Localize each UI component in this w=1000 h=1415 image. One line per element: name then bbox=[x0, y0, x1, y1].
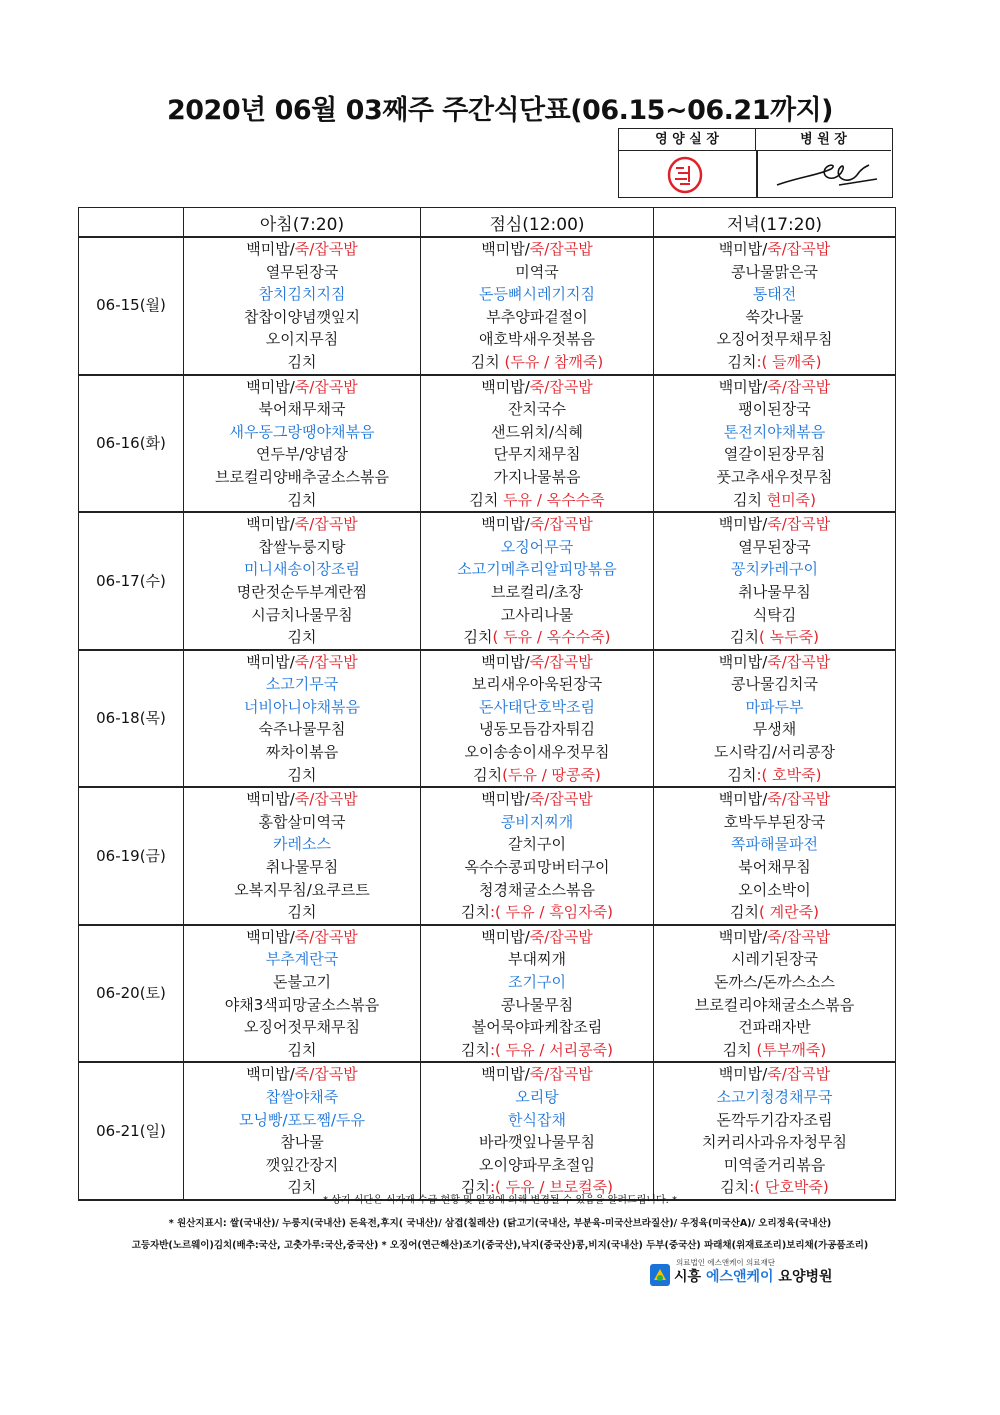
menu-cell: 건파래자반 bbox=[654, 1016, 896, 1039]
menu-cell: 숙주나물무침 bbox=[184, 718, 421, 741]
logo-brand: 에스앤케이 bbox=[705, 1269, 774, 1285]
table-row bbox=[79, 764, 896, 788]
rice-base: 백미밥/ bbox=[246, 515, 295, 534]
table-row bbox=[79, 971, 896, 994]
menu-cell: 미역줄거리볶음 bbox=[654, 1154, 896, 1177]
rice-base: 백미밥/ bbox=[481, 790, 530, 809]
menu-cell-rice bbox=[654, 1062, 896, 1086]
table-row bbox=[79, 741, 896, 764]
kimchi-label: 김치 bbox=[463, 628, 493, 647]
menu-cell: 오복지무침/요쿠르트 bbox=[184, 879, 421, 902]
kimchi-label: 김치 bbox=[730, 903, 760, 922]
hospital-logo-icon bbox=[650, 1264, 670, 1286]
corner-cell bbox=[79, 208, 184, 238]
menu-cell-rice bbox=[184, 925, 421, 949]
director-signature bbox=[769, 155, 884, 195]
table-row bbox=[79, 1016, 896, 1039]
nutritionist-stamp bbox=[667, 156, 703, 194]
table-row bbox=[79, 536, 896, 559]
table-row bbox=[79, 925, 896, 949]
menu-cell: 찹쌀누룽지탕 bbox=[184, 536, 421, 559]
menu-cell: 옥수수콩피망버터구이 bbox=[421, 856, 654, 879]
column-lunch: 점심(12:00) bbox=[421, 208, 654, 238]
rice-porridge: 죽/잡곡밥 bbox=[767, 927, 831, 946]
rice-base: 백미밥/ bbox=[246, 240, 295, 258]
menu-cell-kimchi-snack bbox=[421, 489, 654, 513]
rice-porridge: 죽/잡곡밥 bbox=[294, 652, 358, 671]
column-breakfast: 아침(7:20) bbox=[184, 208, 421, 238]
menu-cell: 오이송송이새우젓무침 bbox=[421, 741, 654, 764]
menu-cell: 찹쌀야채죽 bbox=[184, 1086, 421, 1109]
menu-cell: 오징어젓무채무침 bbox=[654, 328, 896, 351]
menu-cell: 식탁김 bbox=[654, 604, 896, 627]
menu-cell: 김치 bbox=[184, 1176, 421, 1200]
table-row bbox=[79, 696, 896, 719]
page-title: 2020년 06월 03째주 주간식단표(06.15~06.21까지) bbox=[166, 95, 833, 126]
menu-cell: 홍합살미역국 bbox=[184, 811, 421, 834]
snack-porridge: 두유 / 옥수수죽 bbox=[503, 490, 605, 509]
rice-base: 백미밥/ bbox=[246, 790, 295, 809]
menu-cell-rice bbox=[654, 925, 896, 949]
kimchi-label: 김치 bbox=[732, 490, 767, 509]
table-row bbox=[79, 948, 896, 971]
menu-cell: 열무된장국 bbox=[654, 536, 896, 559]
rice-porridge: 죽/잡곡밥 bbox=[529, 377, 593, 396]
rice-porridge: 죽/잡곡밥 bbox=[529, 1065, 593, 1084]
menu-cell: 단무지채무침 bbox=[421, 443, 654, 466]
rice-base: 백미밥/ bbox=[718, 1065, 768, 1084]
table-row bbox=[79, 787, 896, 811]
rice-base: 백미밥/ bbox=[481, 515, 530, 534]
table-row bbox=[79, 328, 896, 351]
rice-base: 백미밥/ bbox=[246, 652, 295, 671]
rice-base: 백미밥/ bbox=[246, 927, 295, 946]
kimchi-label: 김치 bbox=[727, 765, 757, 784]
menu-cell: 모닝빵/포도쨈/두유 bbox=[184, 1109, 421, 1132]
approval-divider bbox=[756, 151, 758, 197]
rice-base: 백미밥/ bbox=[718, 790, 768, 809]
logo-name bbox=[674, 1266, 833, 1286]
menu-cell: 김치 bbox=[184, 764, 421, 788]
rice-porridge: 죽/잡곡밥 bbox=[767, 240, 831, 258]
menu-cell: 돈등뼈시레기지짐 bbox=[421, 283, 654, 306]
table-row bbox=[79, 1086, 896, 1109]
snack-porridge: :( 두유 / 흑임자죽) bbox=[489, 903, 614, 922]
menu-cell: 잔치국수 bbox=[421, 398, 654, 421]
origin-line-1: * 원산지표시: 쌀(국내산)/ 누룽지(국내산) 돈육전,후지( 국내산)/ 삼겹(칠레산) (닭고기(국내산, 부분육-미국산브라질산)/ 우정육(미국산A)/ 오리정육(국내산) bbox=[168, 1218, 832, 1229]
table-row bbox=[79, 901, 896, 925]
menu-cell: 꽁치카레구이 bbox=[654, 558, 896, 581]
snack-porridge: ( 두유 / 옥수수죽) bbox=[492, 628, 611, 647]
menu-cell: 김치 bbox=[184, 489, 421, 513]
origin-line-2: 고등자반(노르웨이)김치(배추:국산, 고춧가루:국산,중국산) * 오징어(연근해산)조기(중국산),낙지(중국산)콩,비지(국내산) 두부(중국산) 파래채(위재료조리)보리채(가공품조리) bbox=[131, 1240, 869, 1251]
menu-cell: 콩나물맑은국 bbox=[654, 261, 896, 284]
menu-cell-kimchi-snack bbox=[654, 1039, 896, 1063]
menu-cell: 쪽파해물파전 bbox=[654, 833, 896, 856]
snack-porridge: :( 들깨죽) bbox=[756, 352, 822, 371]
menu-cell: 김치 bbox=[184, 1039, 421, 1063]
menu-cell: 취나물무침 bbox=[184, 856, 421, 879]
menu-cell-kimchi-snack bbox=[654, 626, 896, 650]
hospital-logo bbox=[650, 1257, 833, 1287]
rice-porridge: 죽/잡곡밥 bbox=[529, 515, 593, 534]
menu-cell-rice bbox=[654, 375, 896, 399]
snack-porridge: (두유 / 땅콩죽) bbox=[502, 765, 601, 784]
table-row bbox=[79, 673, 896, 696]
change-notice: * 상기 식단은 식자재 수급 현황 및 일정에 의해 변경될 수 있음을 알려드립니다. * bbox=[323, 1195, 677, 1206]
day-label: 06-19(금) bbox=[79, 787, 184, 925]
menu-cell-rice bbox=[421, 925, 654, 949]
menu-cell: 카레소스 bbox=[184, 833, 421, 856]
menu-cell: 오리탕 bbox=[421, 1086, 654, 1109]
menu-cell: 미니새송이장조림 bbox=[184, 558, 421, 581]
rice-base: 백미밥/ bbox=[481, 1065, 530, 1084]
menu-cell: 시레기된장국 bbox=[654, 948, 896, 971]
menu-cell: 미역국 bbox=[421, 261, 654, 284]
menu-cell: 볼어묵야파케찹조림 bbox=[421, 1016, 654, 1039]
menu-cell: 보리새우아욱된장국 bbox=[421, 673, 654, 696]
menu-cell-rice bbox=[184, 375, 421, 399]
menu-cell-kimchi-snack bbox=[654, 351, 896, 375]
menu-cell: 고사리나물 bbox=[421, 604, 654, 627]
rice-porridge: 죽/잡곡밥 bbox=[529, 240, 593, 258]
menu-cell: 찹찹이양념깻잎지 bbox=[184, 306, 421, 329]
day-label: 06-21(일) bbox=[79, 1062, 184, 1200]
rice-base: 백미밥/ bbox=[718, 515, 768, 534]
menu-cell: 콩나물김치국 bbox=[654, 673, 896, 696]
menu-cell: 콩비지찌개 bbox=[421, 811, 654, 834]
menu-cell: 깻잎간장지 bbox=[184, 1154, 421, 1177]
table-row bbox=[79, 306, 896, 329]
menu-cell: 짜차이볶음 bbox=[184, 741, 421, 764]
logo-city: 시흥 bbox=[674, 1269, 706, 1285]
approval-box bbox=[618, 128, 893, 198]
menu-cell: 부추계란국 bbox=[184, 948, 421, 971]
menu-cell-rice bbox=[421, 1062, 654, 1086]
rice-porridge: 죽/잡곡밥 bbox=[767, 790, 831, 809]
rice-porridge: 죽/잡곡밥 bbox=[767, 652, 831, 671]
menu-cell-kimchi-snack bbox=[421, 351, 654, 375]
menu-cell: 호박두부된장국 bbox=[654, 811, 896, 834]
kimchi-label: 김치 bbox=[460, 1178, 490, 1197]
rice-base: 백미밥/ bbox=[246, 377, 295, 396]
table-row bbox=[79, 811, 896, 834]
menu-cell: 김치 bbox=[184, 901, 421, 925]
menu-table bbox=[78, 207, 896, 1201]
logo-foundation: 의료법인 에스앤케이 의료재단 bbox=[676, 1258, 775, 1267]
menu-cell: 김치 bbox=[184, 626, 421, 650]
menu-cell: 소고기청경채무국 bbox=[654, 1086, 896, 1109]
kimchi-label: 김치 bbox=[470, 352, 505, 371]
logo-suffix: 요양병원 bbox=[773, 1269, 833, 1285]
table-row bbox=[79, 489, 896, 513]
column-dinner: 저녁(17:20) bbox=[654, 208, 896, 238]
menu-cell: 브로컬리양배추굴소스볶음 bbox=[184, 466, 421, 489]
snack-porridge: :( 단호박죽) bbox=[749, 1178, 829, 1197]
menu-cell-rice bbox=[654, 787, 896, 811]
table-row bbox=[79, 1154, 896, 1177]
approval-nutrition-head: 영 양 실 장 bbox=[619, 129, 756, 151]
menu-cell: 무생채 bbox=[654, 718, 896, 741]
kimchi-label: 김치 bbox=[730, 628, 760, 647]
day-label: 06-16(화) bbox=[79, 375, 184, 513]
kimchi-label: 김치 bbox=[722, 1040, 757, 1059]
menu-cell: 돈깍두기감자조림 bbox=[654, 1109, 896, 1132]
menu-cell: 브로컬리/초장 bbox=[421, 581, 654, 604]
table-row bbox=[79, 421, 896, 444]
table-row bbox=[79, 994, 896, 1017]
rice-base: 백미밥/ bbox=[481, 927, 530, 946]
menu-cell: 오징어무국 bbox=[421, 536, 654, 559]
menu-cell: 야채3색피망굴소스볶음 bbox=[184, 994, 421, 1017]
menu-cell: 바라깻잎나물무침 bbox=[421, 1131, 654, 1154]
rice-porridge: 죽/잡곡밥 bbox=[294, 790, 358, 809]
menu-cell: 오이소박이 bbox=[654, 879, 896, 902]
rice-porridge: 죽/잡곡밥 bbox=[529, 652, 593, 671]
menu-cell: 콩나물무침 bbox=[421, 994, 654, 1017]
snack-porridge: :( 두유 / 서리콩죽) bbox=[489, 1040, 614, 1059]
rice-porridge: 죽/잡곡밥 bbox=[529, 927, 593, 946]
day-label: 06-17(수) bbox=[79, 512, 184, 650]
menu-cell-rice bbox=[654, 512, 896, 536]
table-row bbox=[79, 833, 896, 856]
menu-cell: 열무된장국 bbox=[184, 261, 421, 284]
table-row bbox=[79, 879, 896, 902]
menu-cell: 풋고추새우젓무침 bbox=[654, 466, 896, 489]
snack-porridge: 현미죽) bbox=[766, 490, 817, 509]
menu-cell: 시금치나물무침 bbox=[184, 604, 421, 627]
rice-porridge: 죽/잡곡밥 bbox=[767, 377, 831, 396]
menu-cell-rice bbox=[184, 1062, 421, 1086]
menu-cell: 오징어젓무채무침 bbox=[184, 1016, 421, 1039]
rice-base: 백미밥/ bbox=[718, 927, 768, 946]
menu-cell-rice bbox=[184, 650, 421, 674]
rice-porridge: 죽/잡곡밥 bbox=[294, 240, 358, 258]
table-row bbox=[79, 283, 896, 306]
table-row bbox=[79, 443, 896, 466]
table-row bbox=[79, 398, 896, 421]
rice-porridge: 죽/잡곡밥 bbox=[767, 1065, 831, 1084]
rice-base: 백미밥/ bbox=[481, 377, 530, 396]
menu-cell-rice bbox=[421, 375, 654, 399]
table-row bbox=[79, 261, 896, 284]
approval-director: 병 원 장 bbox=[756, 129, 891, 151]
menu-cell: 청경채굴소스볶음 bbox=[421, 879, 654, 902]
kimchi-label: 김치 bbox=[460, 903, 490, 922]
menu-cell: 소고기메추리알피망볶음 bbox=[421, 558, 654, 581]
menu-cell: 톤전지야채볶음 bbox=[654, 421, 896, 444]
table-row bbox=[79, 718, 896, 741]
menu-cell: 부추양파겉절이 bbox=[421, 306, 654, 329]
kimchi-label: 김치 bbox=[727, 352, 757, 371]
menu-cell-rice bbox=[421, 237, 654, 261]
table-row bbox=[79, 558, 896, 581]
snack-porridge: (투부깨죽) bbox=[756, 1040, 827, 1059]
rice-porridge: 죽/잡곡밥 bbox=[529, 790, 593, 809]
menu-cell: 애호박새우젓볶음 bbox=[421, 328, 654, 351]
table-row bbox=[79, 581, 896, 604]
table-row bbox=[79, 512, 896, 536]
kimchi-label: 김치 bbox=[460, 1040, 490, 1059]
menu-cell: 갈치구이 bbox=[421, 833, 654, 856]
menu-cell-rice bbox=[184, 787, 421, 811]
menu-cell-kimchi-snack bbox=[421, 901, 654, 925]
menu-cell: 가지나물볶음 bbox=[421, 466, 654, 489]
menu-cell: 새우동그랑땡야채볶음 bbox=[184, 421, 421, 444]
menu-cell-rice bbox=[421, 787, 654, 811]
table-row bbox=[79, 1039, 896, 1063]
menu-cell: 명란젓순두부계란찜 bbox=[184, 581, 421, 604]
day-label: 06-20(토) bbox=[79, 925, 184, 1063]
menu-cell: 도시락김/서리콩장 bbox=[654, 741, 896, 764]
menu-cell: 연두부/양념장 bbox=[184, 443, 421, 466]
table-row bbox=[79, 1109, 896, 1132]
table-row bbox=[79, 856, 896, 879]
menu-cell: 마파두부 bbox=[654, 696, 896, 719]
rice-base: 백미밥/ bbox=[481, 652, 530, 671]
menu-cell: 치커리사과유자청무침 bbox=[654, 1131, 896, 1154]
rice-porridge: 죽/잡곡밥 bbox=[294, 1065, 358, 1084]
menu-cell: 오이양파무초절임 bbox=[421, 1154, 654, 1177]
menu-cell: 참나물 bbox=[184, 1131, 421, 1154]
snack-porridge: (두유 / 참깨죽) bbox=[504, 352, 604, 371]
table-row bbox=[79, 1062, 896, 1086]
menu-cell: 돈불고기 bbox=[184, 971, 421, 994]
menu-cell: 소고기무국 bbox=[184, 673, 421, 696]
rice-porridge: 죽/잡곡밥 bbox=[294, 927, 358, 946]
rice-base: 백미밥/ bbox=[718, 377, 768, 396]
menu-cell: 돈사태단호박조림 bbox=[421, 696, 654, 719]
table-row bbox=[79, 626, 896, 650]
menu-cell-kimchi-snack bbox=[421, 764, 654, 788]
menu-cell: 한식잡채 bbox=[421, 1109, 654, 1132]
menu-cell-kimchi-snack bbox=[654, 901, 896, 925]
table-row bbox=[79, 1131, 896, 1154]
rice-base: 백미밥/ bbox=[481, 240, 530, 258]
menu-cell: 너비아니야채볶음 bbox=[184, 696, 421, 719]
table-row bbox=[79, 237, 896, 261]
menu-cell: 부대찌개 bbox=[421, 948, 654, 971]
menu-cell: 북어채무채국 bbox=[184, 398, 421, 421]
menu-cell-rice bbox=[421, 512, 654, 536]
snack-porridge: ( 녹두죽) bbox=[759, 628, 819, 647]
menu-cell: 통태전 bbox=[654, 283, 896, 306]
table-row bbox=[79, 375, 896, 399]
menu-cell: 쑥갓나물 bbox=[654, 306, 896, 329]
menu-cell-kimchi-snack bbox=[654, 764, 896, 788]
menu-cell: 북어채무침 bbox=[654, 856, 896, 879]
menu-cell-rice bbox=[184, 512, 421, 536]
rice-base: 백미밥/ bbox=[718, 652, 768, 671]
table-row bbox=[79, 466, 896, 489]
menu-cell: 조기구이 bbox=[421, 971, 654, 994]
rice-base: 백미밥/ bbox=[246, 1065, 295, 1084]
menu-cell: 샌드위치/식혜 bbox=[421, 421, 654, 444]
menu-cell: 냉동모듬감자튀김 bbox=[421, 718, 654, 741]
menu-cell-kimchi-snack bbox=[654, 489, 896, 513]
menu-cell: 브로컬리야채굴소스볶음 bbox=[654, 994, 896, 1017]
snack-porridge: :( 호박죽) bbox=[756, 765, 822, 784]
table-row bbox=[79, 351, 896, 375]
kimchi-label: 김치 bbox=[469, 490, 504, 509]
day-label: 06-15(월) bbox=[79, 237, 184, 375]
table-row bbox=[79, 650, 896, 674]
menu-cell-kimchi-snack bbox=[421, 1039, 654, 1063]
kimchi-label: 김치 bbox=[473, 765, 503, 784]
menu-cell: 참치김치지짐 bbox=[184, 283, 421, 306]
rice-porridge: 죽/잡곡밥 bbox=[767, 515, 831, 534]
menu-cell: 돈까스/돈까스소스 bbox=[654, 971, 896, 994]
rice-porridge: 죽/잡곡밥 bbox=[294, 515, 358, 534]
menu-cell-rice bbox=[654, 650, 896, 674]
menu-cell-rice bbox=[184, 237, 421, 261]
menu-cell: 김치 bbox=[184, 351, 421, 375]
snack-porridge: ( 계란죽) bbox=[759, 903, 819, 922]
kimchi-label: 김치 bbox=[720, 1178, 750, 1197]
table-row bbox=[79, 604, 896, 627]
rice-porridge: 죽/잡곡밥 bbox=[294, 377, 358, 396]
menu-cell-rice bbox=[654, 237, 896, 261]
snack-porridge: :( 두유 / 브로컬죽) bbox=[489, 1178, 614, 1197]
menu-cell: 취나물무침 bbox=[654, 581, 896, 604]
day-label: 06-18(목) bbox=[79, 650, 184, 788]
menu-cell-kimchi-snack bbox=[421, 626, 654, 650]
menu-cell: 열갈이된장무침 bbox=[654, 443, 896, 466]
menu-cell-rice bbox=[421, 650, 654, 674]
menu-cell: 오이지무침 bbox=[184, 328, 421, 351]
menu-cell: 팽이된장국 bbox=[654, 398, 896, 421]
rice-base: 백미밥/ bbox=[718, 240, 768, 258]
